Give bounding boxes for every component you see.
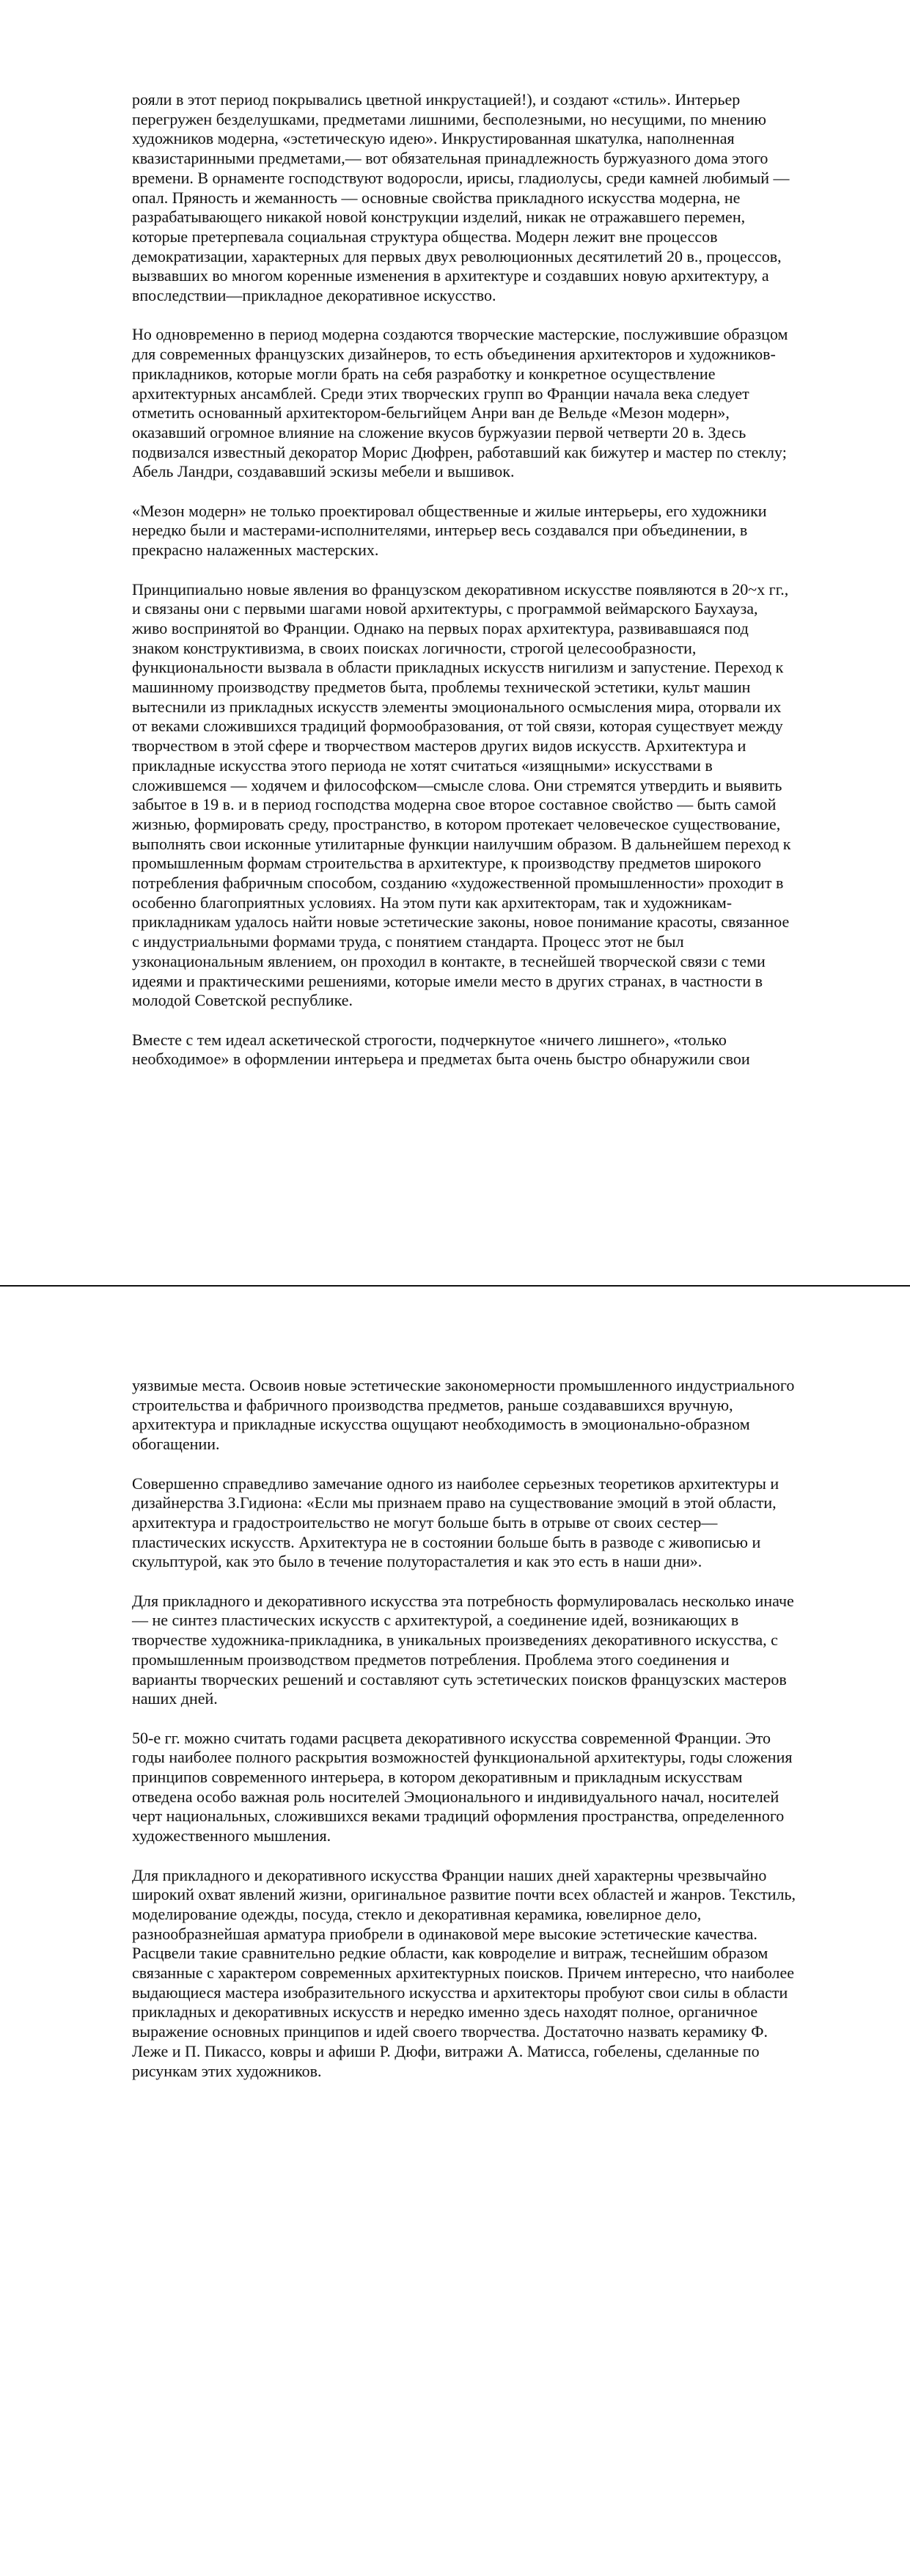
page-1-text-block <box>132 90 796 1069</box>
paragraph: Для прикладного и декоративного искусства Франции наших дней характерны чрезвычайно широкий охват явлений жизни, оригинальное развитие почти всех областей и жанров. Текстиль, моделирование одежды, посуда, стекло и декоративная керамика, ювелирное дело, разнообразнейшая арматура приобрели в одинаковой мере высокие эстетические качества. Расцвели такие сравнительно редкие области, как ковроделие и витраж, теснейшим образом связанные с характером современных архитектурных поисков. Причем интересно, что наиболее выдающиеся мастера изобразительного искусства и архитекторы пробуют свои силы в области прикладных и декоративных искусств и нередко именно здесь находят полное, органичное выражение основных принципов и идей своего творчества. Достаточно назвать керамику Ф. Леже и П. Пикассо, ковры и афиши Р. Дюфи, витражи А. Матисса, гобелены, сделанные по рисункам этих художников. <box>132 1865 796 2080</box>
paragraph: Вместе с тем идеал аскетической строгости, подчеркнутое «ничего лишнего», «только необходимое» в оформлении интерьера и предметах быта очень быстро обнаружили свои <box>132 1030 750 1069</box>
document-page-2 <box>0 1288 910 2575</box>
paragraph: Совершенно справедливо замечание одного из наиболее серьезных теоретиков архитектуры и дизайнерства З.Гидиона: «Если мы признаем право на существование эмоций в этой области, архитектура и градостроительство не могут больше быть в отрыве от своих сестер—пластических искусств. Архитектура не в состоянии больше быть в разводе с живописью и скульптурой, как это было в течение полуторасталетия и как это есть в наши дни». <box>132 1474 779 1571</box>
paragraph: Но одновременно в период модерна создаются творческие мастерские, послужившие образцом для современных французских дизайнеров, то есть объединения архитекторов и художников-прикладников, которые могли брать на себя разработку и конкретное осуществление архитектурных ансамблей. Среди этих творческих групп во Франции начала века следует отметить основанный архитектором-бельгийцем Анри ван де Вельде «Мезон модерн», оказавший огромное влияние на сложение вкусов буржуазии первой четверти 20 в. Здесь подвизался известный декоратор Морис Дюфрен, работавший как бижутер и мастер по стеклу; Абель Ландри, создававший эскизы мебели и вышивок. <box>132 325 788 481</box>
paragraph: рояли в этот период покрывались цветной инкрустацией!), и создают «стиль». Интерьер перегружен безделушками, предметами лишними, бесполезными, но несущими, по мнению художников модерна, «эстетическую идею». Инкрустированная шкатулка, наполненная квазистаринными предметами,— вот обязательная принадлежность буржуазного дома этого времени. В орнаменте господствуют водоросли, ирисы, гладиолусы, среди камней любимый — опал. Пряность и жеманность — основные свойства прикладного искусства модерна, не разрабатывающего никакой новой конструкции изделий, никак не отражавшего перемен, которые претерпевала социальная структура общества. Модерн лежит вне процессов демократизации, характерных для первых двух революционных десятилетий 20 в., процессов, вызвавших во многом коренные изменения в архитектуре и создавших новую архитектуру, а впоследствии—прикладное декоративное искусство. <box>132 90 790 305</box>
paragraph: уязвимые места. Освоив новые эстетические закономерности промышленного индустриального строительства и фабричного производства предметов, раньше создававшихся вручную, архитектура и прикладные искусства ощущают необходимость в эмоционально-образном обогащении. <box>132 1376 795 1454</box>
paragraph: 50-е гг. можно считать годами расцвета декоративного искусства современной Франции. Это годы наиболее полного раскрытия возможностей функциональной архитектуры, годы сложения принципов современного интерьера, в котором декоративным и прикладным искусствам отведена особо важная роль носителей Эмоционального и индивидуального начал, носителей черт национальных, сложившихся веками традиций оформления пространства, определенного художественного мышления. <box>132 1728 793 1845</box>
paragraph: Принципиально новые явления во французском декоративном искусстве появляются в 20~х гг., и связаны они с первыми шагами новой архитектуры, с программой веймарского Баухауза, живо воспринятой во Франции. Однако на первых порах архитектура, развивавшаяся под знаком конструктивизма, в своих поисках логичности, строгой целесообразности, функциональности вызвала в области прикладных искусств нигилизм и запустение. Переход к машинному производству предметов быта, проблемы технической эстетики, культ машин вытеснили из прикладных искусств элементы эмоционального осмысления мира, оторвали их от веками сложившихся традиций формообразования, от той связи, которая существует между творчеством в этой сфере и творчеством мастеров других видов искусств. Архитектура и прикладные искусства этого периода не хотят считаться «изящными» искусствами в сложившемся — ходячем и философском—смысле слова. Они стремятся утвердить и выявить забытое в 19 в. и в период господства модерна свое второе составное свойство — быть самой жизнью, формировать среду, пространство, в котором протекает человеческое существование, выполнять свои исконные утилитарные функции наилучшим образом. В дальнейшем переход к промышленным формам строительства в архитектуре, к производству предметов широкого потребления фабричным способом, созданию «художественной промышленности» проходит в особенно благоприятных условиях. На этом пути как архитекторам, так и художникам-прикладникам удалось найти новые эстетические законы, новое понимание красоты, связанное с индустриальными формами труда, с понятием стандарта. Процесс этот не был узконациональным явлением, он проходил в контакте, в теснейшей творческой связи с теми идеями и практическими решениями, которые имели место в других странах, в частности в молодой Советской республике. <box>132 579 791 1010</box>
paragraph: Для прикладного и декоративного искусства эта потребность формулировалась несколько иначе — не синтез пластических искусств с архитектурой, а соединение идей, возникающих в творчестве художника-прикладника, в уникальных произведениях декоративного искусства, с промышленным производством предметов потребления. Проблема этого соединения и варианты творческих решений и составляют суть эстетических поисков французских мастеров наших дней. <box>132 1591 794 1708</box>
page-2-text-block <box>132 1376 796 2081</box>
paragraph: «Мезон модерн» не только проектировал общественные и жилые интерьеры, его художники нередко были и мастерами-исполнителями, интерьер весь создавался при объединении, в прекрасно налаженных мастерских. <box>132 501 767 560</box>
document-page-1 <box>0 0 910 1287</box>
